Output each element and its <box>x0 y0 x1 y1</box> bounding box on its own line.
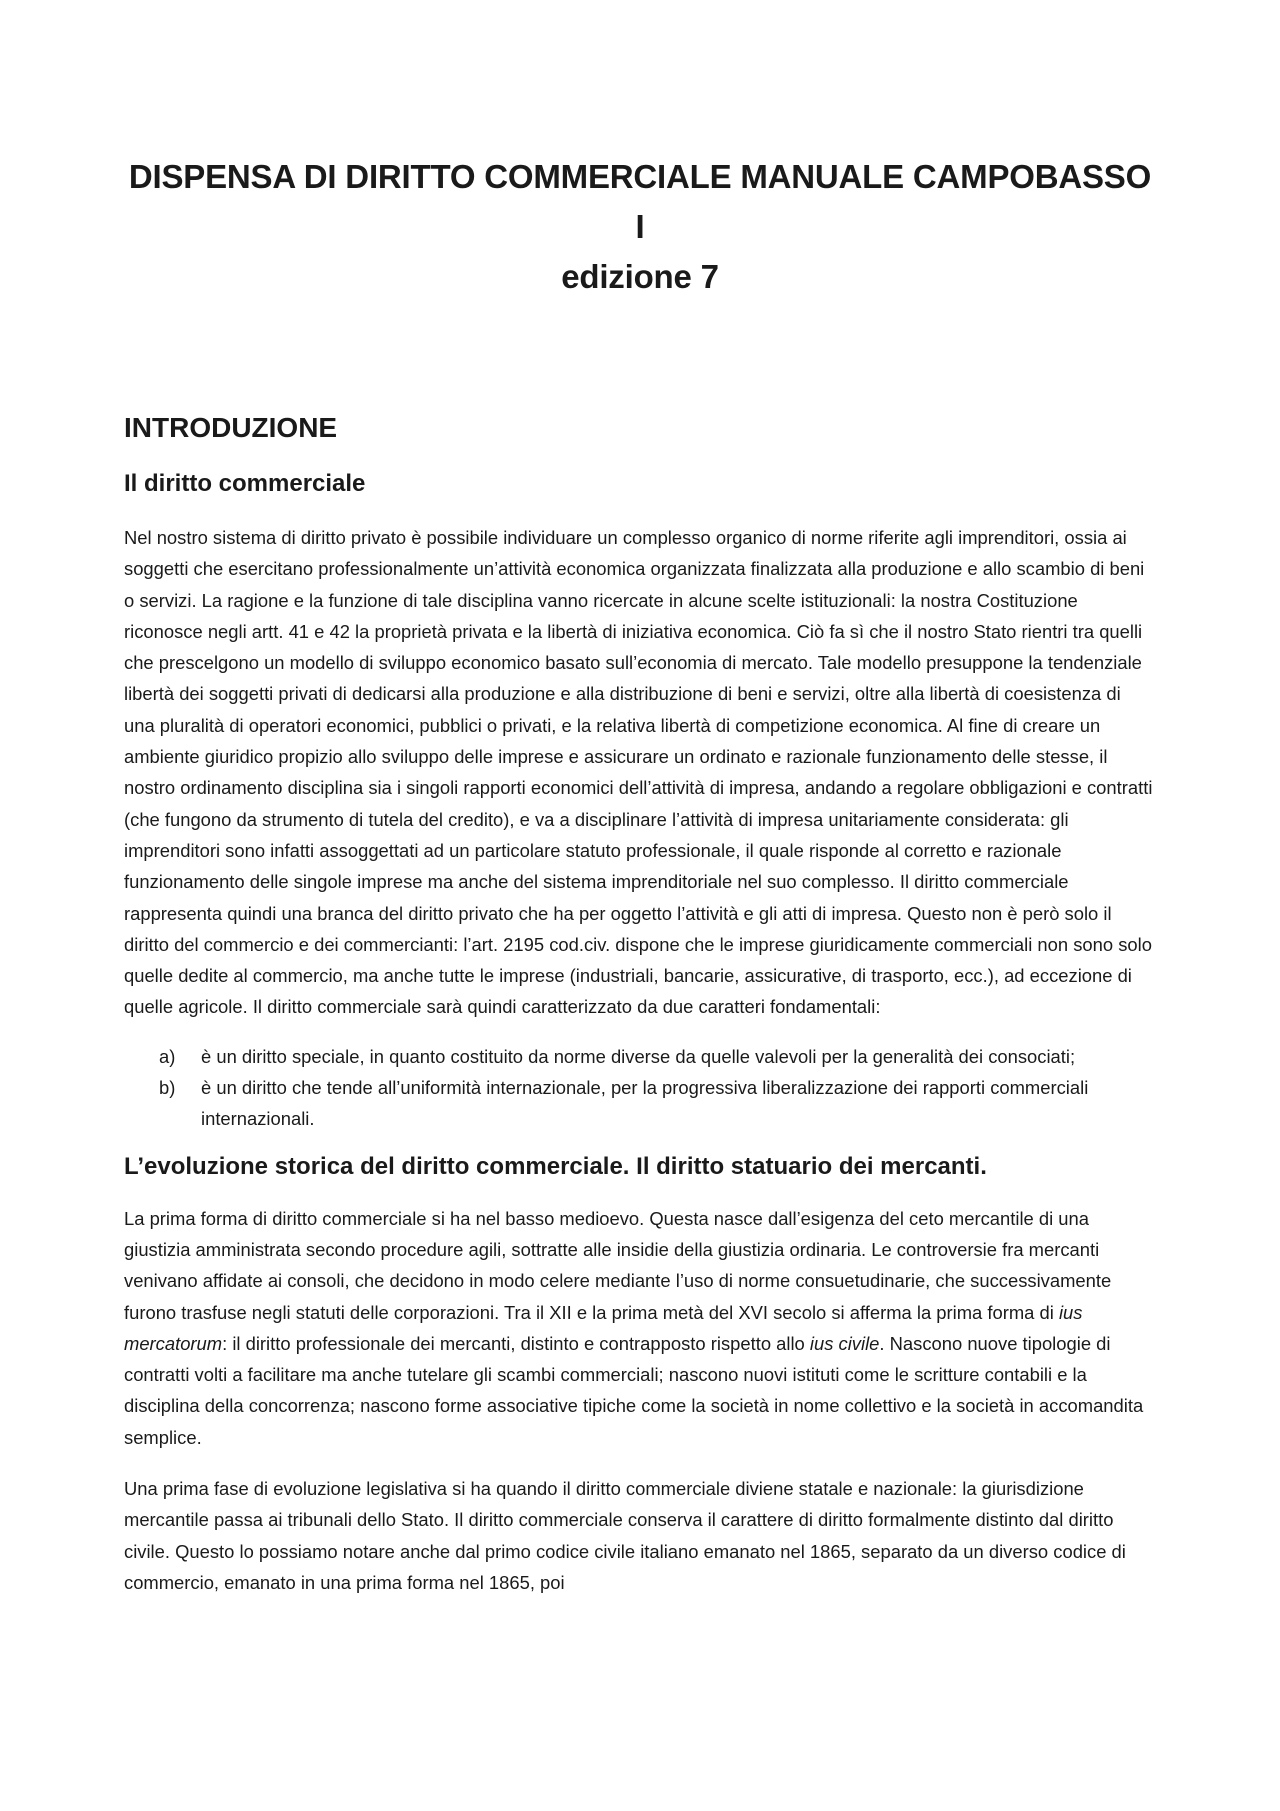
list-item-text: è un diritto che tende all’uniformità internazionale, per la progressiva liberalizzazione dei rapporti commerciali internazionali. <box>201 1077 1089 1130</box>
paragraph-intro: Nel nostro sistema di diritto privato è possibile individuare un complesso organico di norme riferite agli imprenditori, ossia ai soggetti che esercitano professionalmente un’attività economica organizzata finalizzata alla produzione e allo scambio di beni o servizi. La ragione e la funzione di tale disciplina vanno ricercate in alcune scelte istituzionali: la nostra Costituzione riconosce negli artt. 41 e 42 la proprietà privata e la libertà di iniziativa economica. Ciò fa sì che il nostro Stato rientri tra quelli che prescelgono un modello di sviluppo economico basato sull’economia di mercato. Tale modello presuppone la tendenziale libertà dei soggetti privati di dedicarsi alla produzione e alla distribuzione di beni e servizi, oltre alla libertà di coesistenza di una pluralità di operatori economici, pubblici o privati, e la relativa libertà di competizione economica. Al fine di creare un ambiente giuridico propizio allo sviluppo delle imprese e assicurare un ordinato e razionale funzionamento delle stesse, il nostro ordinamento disciplina sia i singoli rapporti economici dell’attività di impresa, andando a regolare obbligazioni e contratti (che fungono da strumento di tutela del credito), e va a disciplinare l’attività di impresa unitariamente considerata: gli imprenditori sono infatti assoggettati ad un particolare statuto professionale, il quale risponde al corretto e razionale funzionamento delle singole imprese ma anche del sistema imprenditoriale nel suo complesso. Il diritto commerciale rappresenta quindi una branca del diritto privato che ha per oggetto l’attività e gli atti di impresa. Questo non è però solo il diritto del commercio e dei commercianti: l’art. 2195 cod.civ. dispone che le imprese giuridicamente commerciali non sono solo quelle dedite al commercio, ma anche tutte le imprese (industriali, bancarie, assicurative, di trasporto, ecc.), ad eccezione di quelle agricole. Il diritto commerciale sarà quindi caratterizzato da due caratteri fondamentali: <box>124 527 1153 1018</box>
italic-term-ius-mercatorum: ius mercatorum <box>124 1301 1083 1354</box>
document-title <box>124 152 1156 302</box>
list-item-text: è un diritto speciale, in quanto costituito da norme diverse da quelle valevoli per la generalità dei consociati; <box>201 1045 1076 1067</box>
subsection-heading: Il diritto commerciale <box>124 470 366 497</box>
characteristics-list <box>124 1041 1156 1135</box>
document-title-line-1: DISPENSA DI DIRITTO COMMERCIALE MANUALE CAMPOBASSO I <box>128 158 1152 245</box>
italic-term-ius-civile: ius civile <box>809 1332 880 1354</box>
paragraph-history-part-1: La prima forma di diritto commerciale si ha nel basso medioevo. Questa nasce dall’esigenza del ceto mercantile di una giustizia amministrata secondo procedure agili, sottratte alle insidie della giustizia ordinaria. Le controversie fra mercanti venivano affidate ai consoli, che decidono in modo celere mediante l’uso di norme consuetudinarie, che successivamente furono trasfuse negli statuti delle corporazioni. Tra il XII e la prima metà del XVI secolo si afferma la prima forma di <box>124 1207 1112 1323</box>
list-item <box>124 1072 1156 1135</box>
list-marker: a) <box>159 1045 176 1067</box>
list-marker: b) <box>159 1077 176 1099</box>
paragraph-history-part-2: : il diritto professionale dei mercanti, distinto e contrapposto rispetto allo <box>222 1332 810 1354</box>
document-title-line-2: edizione 7 <box>561 258 719 295</box>
paragraph-legislative-evolution: Una prima fase di evoluzione legislativa si ha quando il diritto commerciale diviene statale e nazionale: la giurisdizione mercantile passa ai tribunali dello Stato. Il diritto commerciale conserva il carattere di diritto formalmente distinto dal diritto civile. Questo lo possiamo notare anche dal primo codice civile italiano emanato nel 1865, separato da un diverso codice di commercio, emanato in una prima forma nel 1865, poi <box>124 1478 1126 1593</box>
subsection-heading-history: L’evoluzione storica del diritto commerciale. Il diritto statuario dei mercanti. <box>124 1152 987 1180</box>
section-heading: INTRODUZIONE <box>124 412 338 443</box>
paragraph-history-part-3: . Nascono nuove tipologie di contratti volti a facilitare ma anche tutelare gli scambi commerciali; nascono nuovi istituti come le scritture contabili e la disciplina della concorrenza; nascono forme associative tipiche come la società in nome collettivo e la società in accomandita semplice. <box>124 1332 1144 1448</box>
list-item <box>124 1041 1156 1072</box>
paragraph-history <box>124 1203 1156 1453</box>
